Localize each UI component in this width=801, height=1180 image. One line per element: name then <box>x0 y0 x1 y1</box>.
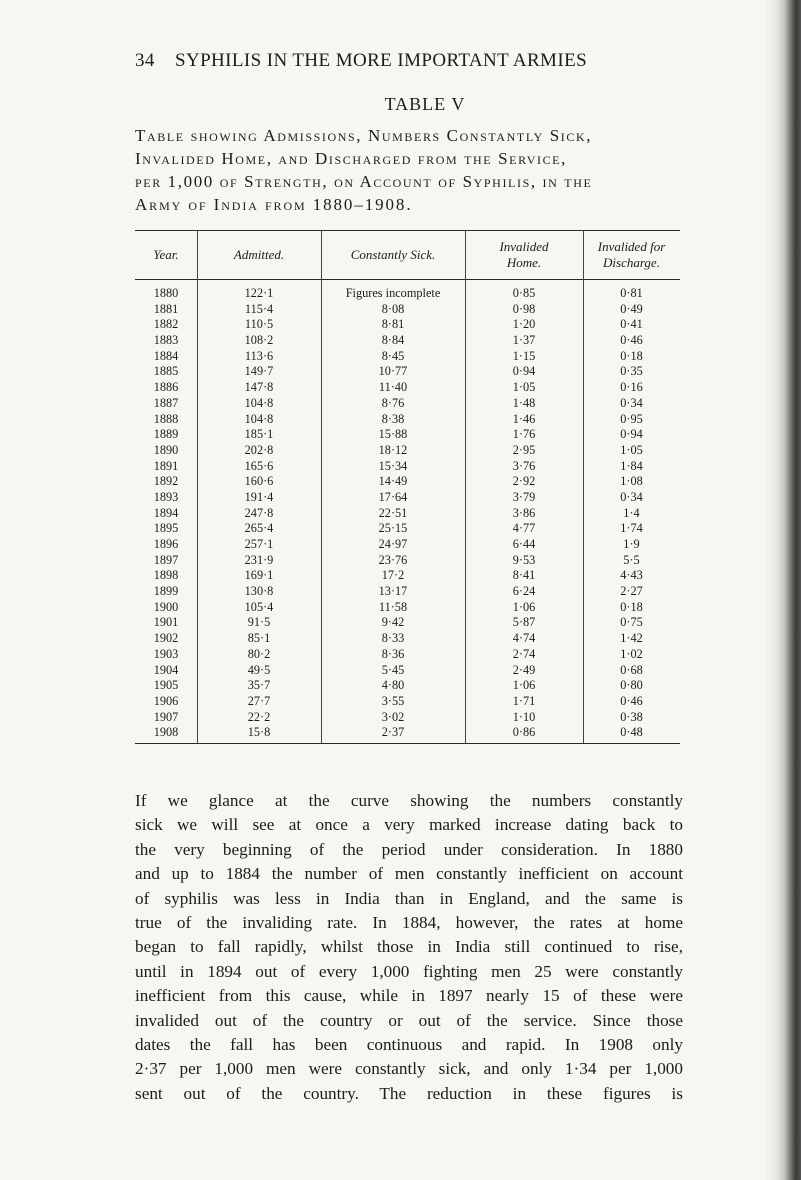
table-cell: 1·37 <box>512 333 536 348</box>
table-cell: 160·6 <box>244 474 274 489</box>
table-cell: 2·49 <box>512 662 536 677</box>
table-cell: 1·06 <box>512 599 536 614</box>
table-cell: 1·76 <box>512 427 536 442</box>
table-cell: 1·08 <box>620 474 643 489</box>
table-cell: 5·5 <box>623 552 640 567</box>
table-cell: 3·55 <box>381 693 405 708</box>
table-row <box>135 600 680 616</box>
table-row <box>135 427 680 443</box>
table-cell: 1·48 <box>512 395 536 410</box>
table-cell: 0·75 <box>620 615 643 630</box>
table-cell: 1880 <box>153 286 179 300</box>
table-cell: 1894 <box>153 505 179 520</box>
table-cell: 0·46 <box>620 693 643 708</box>
body-line: the very beginning of the period under consideration. In 1880 <box>135 839 683 859</box>
body-line: sick we will see at once a very marked increase dating back to <box>135 815 683 835</box>
page-number: 34 <box>135 50 155 71</box>
table-cell: 1·46 <box>512 411 536 426</box>
table-cell: 1·02 <box>620 646 643 661</box>
table-cell: 49·5 <box>247 662 271 677</box>
table-cell: 4·74 <box>512 631 536 646</box>
table-cell: 3·86 <box>512 505 536 520</box>
table-row <box>135 521 680 537</box>
table-row <box>135 396 680 412</box>
table-cell: 247·8 <box>244 505 274 520</box>
table-cell: 5·45 <box>381 662 405 677</box>
table-cell: 8·76 <box>381 395 405 410</box>
table-cell: 1·84 <box>620 458 643 473</box>
table-top-rule <box>135 230 680 231</box>
table-cell: 1·74 <box>620 521 643 536</box>
table-cell: 1907 <box>153 709 179 724</box>
table-cell: 22·51 <box>378 505 408 520</box>
table-row <box>135 615 680 631</box>
table-cell: 8·45 <box>381 348 405 363</box>
table-cell: 8·41 <box>512 568 536 583</box>
table-row <box>135 490 680 506</box>
table-cell: 165·6 <box>244 458 274 473</box>
table-row <box>135 568 680 584</box>
table-cell: 0·35 <box>620 364 643 379</box>
header-year: Year. <box>153 247 179 262</box>
table-cell: 0·85 <box>512 286 536 300</box>
table-cell: 1899 <box>153 584 179 599</box>
table-row <box>135 349 680 365</box>
table-cell: 1900 <box>153 599 179 614</box>
table-cell: 0·34 <box>620 489 643 504</box>
table-cell: 8·36 <box>381 646 405 661</box>
body-line: true of the invaliding rate. In 1884, however, the rates at home <box>135 913 683 933</box>
table-cell: 1·71 <box>512 693 536 708</box>
header-invalided-discharge: Invalided for Discharge. <box>597 239 666 270</box>
running-head <box>135 50 715 74</box>
table-cell: 2·95 <box>512 442 536 457</box>
body-line: began to fall rapidly, whilst those in India still continued to rise, <box>135 937 683 957</box>
table-cell: 35·7 <box>247 678 271 693</box>
table-cell: 5·87 <box>512 615 536 630</box>
table-cell: 149·7 <box>244 364 274 379</box>
body-line: and up to 1884 the number of men constantly inefficient on account <box>135 864 683 884</box>
table-cell: 1·15 <box>512 348 536 363</box>
table-cell: 17·64 <box>378 489 408 504</box>
body-line: sent out of the country. The reduction in these figures is <box>135 1083 683 1103</box>
table-cell: 10·77 <box>378 364 408 379</box>
caption-line: Invalided Home, and Discharged from the Service, <box>135 149 567 168</box>
table-cell: 24·97 <box>378 537 408 551</box>
table-cell: 6·24 <box>512 584 536 599</box>
table-cell: 1885 <box>153 364 179 379</box>
table-cell: 130·8 <box>244 584 274 599</box>
table-row <box>135 333 680 349</box>
table-row <box>135 694 680 710</box>
body-line: If we glance at the curve showing the numbers constantly <box>135 791 683 810</box>
table-cell: 0·46 <box>620 333 643 348</box>
table-cell: 108·2 <box>244 333 274 348</box>
table-cell: 11·40 <box>378 380 408 395</box>
table-caption <box>135 124 720 216</box>
table-cell: 3·76 <box>512 458 536 473</box>
table-cell: 1892 <box>153 474 179 489</box>
table-cell: 8·33 <box>381 631 405 646</box>
body-line: 2·37 per 1,000 men were constantly sick, and only 1·34 per 1,000 <box>135 1059 683 1079</box>
table-row <box>135 725 680 741</box>
table-row <box>135 647 680 663</box>
header-invalided-home: Invalided Home. <box>499 239 549 270</box>
header-admitted: Admitted. <box>233 247 285 262</box>
table-cell: 122·1 <box>244 286 274 300</box>
table-row <box>135 317 680 333</box>
body-line: inefficient from this cause, while in 1897 nearly 15 of these were <box>135 986 683 1006</box>
table-cell: 1902 <box>153 631 179 646</box>
table-cell: 1·10 <box>512 709 536 724</box>
table-cell: 113·6 <box>244 348 274 363</box>
table-cell: 147·8 <box>244 380 274 395</box>
table-cell: 1891 <box>153 458 179 473</box>
table-cell: 27·7 <box>247 693 271 708</box>
table-cell: 0·48 <box>620 725 643 740</box>
table-header-rule <box>135 279 680 280</box>
table-row <box>135 380 680 396</box>
table-row <box>135 286 680 302</box>
running-title: SYPHILIS IN THE MORE IMPORTANT ARMIES <box>175 50 588 71</box>
table-cell: 185·1 <box>244 427 274 442</box>
table-cell: 1898 <box>153 568 179 583</box>
table-cell: 1·9 <box>623 537 640 551</box>
table-cell: 8·38 <box>381 411 405 426</box>
table-cell: 169·1 <box>244 568 274 583</box>
table-cell: 25·15 <box>378 521 408 536</box>
table-cell: 0·95 <box>620 411 643 426</box>
table-cell: 0·94 <box>512 364 536 379</box>
table-cell: 0·81 <box>620 286 643 300</box>
table-cell: 91·5 <box>247 615 271 630</box>
table-cell: 105·4 <box>244 599 274 614</box>
table-cell: 17·2 <box>381 568 405 583</box>
header-constantly-sick: Constantly Sick. <box>350 247 436 262</box>
table-row <box>135 663 680 679</box>
body-line: dates the fall has been continuous and rapid. In 1908 only <box>135 1035 683 1055</box>
table-cell: 85·1 <box>247 631 271 646</box>
table-cell: 2·37 <box>381 725 405 740</box>
caption-line: Army of India from 1880–1908. <box>135 195 413 214</box>
table-cell: 22·2 <box>247 709 271 724</box>
table-cell: 1897 <box>153 552 179 567</box>
table-bottom-rule <box>135 743 680 744</box>
table-cell: 4·80 <box>381 678 405 693</box>
table-row <box>135 459 680 475</box>
table-cell: 1·05 <box>620 442 643 457</box>
table-cell: 3·02 <box>381 709 405 724</box>
table-cell: 0·34 <box>620 395 643 410</box>
table-cell: 1883 <box>153 333 179 348</box>
table-cell: 8·84 <box>381 333 405 348</box>
table-cell: 9·53 <box>512 552 536 567</box>
table-cell: 1881 <box>153 301 179 316</box>
table-cell: 1904 <box>153 662 179 677</box>
table-cell: 231·9 <box>244 552 274 567</box>
table-cell: 8·08 <box>381 301 405 316</box>
table-row <box>135 302 680 318</box>
table-cell: 1889 <box>153 427 179 442</box>
table-row <box>135 474 680 490</box>
table-cell: 6·44 <box>512 537 536 551</box>
table-cell: 0·94 <box>620 427 643 442</box>
table-cell: 1884 <box>153 348 179 363</box>
table-row <box>135 631 680 647</box>
table-cell: 80·2 <box>247 646 271 661</box>
table-cell: 1·05 <box>512 380 536 395</box>
table-cell: 1888 <box>153 411 179 426</box>
table-cell: 257·1 <box>244 537 274 551</box>
table-cell: 14·49 <box>378 474 408 489</box>
table-body <box>135 286 680 741</box>
table-cell: 0·16 <box>620 380 643 395</box>
table-cell: 0·80 <box>620 678 643 693</box>
table-cell: 11·58 <box>378 599 408 614</box>
table-cell: 0·49 <box>620 301 643 316</box>
table-cell: 0·68 <box>620 662 643 677</box>
table-cell: Figures incomplete <box>345 286 441 300</box>
table-cell: 1886 <box>153 380 179 395</box>
table-cell: 15·34 <box>378 458 408 473</box>
table-cell: 0·38 <box>620 709 643 724</box>
table-cell: 4·77 <box>512 521 536 536</box>
table-cell: 1895 <box>153 521 179 536</box>
table-cell: 2·27 <box>620 584 643 599</box>
table-cell: 1908 <box>153 725 179 740</box>
table-cell: 0·18 <box>620 348 643 363</box>
table-cell: 8·81 <box>381 317 405 332</box>
table-cell: 1890 <box>153 442 179 457</box>
table-cell: 0·86 <box>512 725 536 740</box>
table-cell: 1·06 <box>512 678 536 693</box>
table-cell: 104·8 <box>244 411 274 426</box>
table-cell: 13·17 <box>378 584 408 599</box>
table-cell: 191·4 <box>244 489 274 504</box>
table-row <box>135 537 680 553</box>
table-cell: 1887 <box>153 395 179 410</box>
table-cell: 1903 <box>153 646 179 661</box>
table-cell: 0·41 <box>620 317 643 332</box>
table-cell: 2·74 <box>512 646 536 661</box>
table-cell: 1906 <box>153 693 179 708</box>
table-row <box>135 506 680 522</box>
table-cell: 1901 <box>153 615 179 630</box>
table-cell: 4·43 <box>620 568 643 583</box>
table-label: TABLE V <box>384 94 466 114</box>
table-cell: 1·42 <box>620 631 643 646</box>
table-row <box>135 584 680 600</box>
table-row <box>135 443 680 459</box>
table-cell: 23·76 <box>378 552 408 567</box>
table-row <box>135 678 680 694</box>
table-cell: 15·8 <box>247 725 271 740</box>
table-cell: 1882 <box>153 317 179 332</box>
table-row <box>135 364 680 380</box>
table-cell: 2·92 <box>512 474 536 489</box>
table-cell: 202·8 <box>244 442 274 457</box>
body-line: of syphilis was less in India than in England, and the same is <box>135 888 683 908</box>
body-line: invalided out of the country or out of the service. Since those <box>135 1010 683 1030</box>
table-cell: 110·5 <box>244 317 274 332</box>
table-cell: 1·4 <box>623 505 640 520</box>
table-cell: 1896 <box>153 537 179 551</box>
caption-line: per 1,000 of Strength, on Account of Syphilis, in the <box>135 172 593 191</box>
table-cell: 18·12 <box>378 442 408 457</box>
table-cell: 1893 <box>153 489 179 504</box>
caption-line: Table showing Admissions, Numbers Constantly Sick, <box>135 126 593 145</box>
table-cell: 3·79 <box>512 489 536 504</box>
page-shadow <box>765 0 775 1180</box>
table-row <box>135 710 680 726</box>
table-cell: 115·4 <box>244 301 274 316</box>
table-cell: 15·88 <box>378 427 408 442</box>
book-binding-edge <box>775 0 801 1180</box>
table-cell: 104·8 <box>244 395 274 410</box>
table-cell: 0·18 <box>620 599 643 614</box>
table-cell: 0·98 <box>512 301 536 316</box>
table-row <box>135 553 680 569</box>
table-cell: 9·42 <box>381 615 405 630</box>
body-line: until in 1894 out of every 1,000 fighting men 25 were constantly <box>135 961 683 981</box>
table-cell: 265·4 <box>244 521 274 536</box>
table-cell: 1905 <box>153 678 179 693</box>
body-paragraph <box>135 789 683 1106</box>
table-cell: 1·20 <box>512 317 536 332</box>
table-row <box>135 412 680 428</box>
